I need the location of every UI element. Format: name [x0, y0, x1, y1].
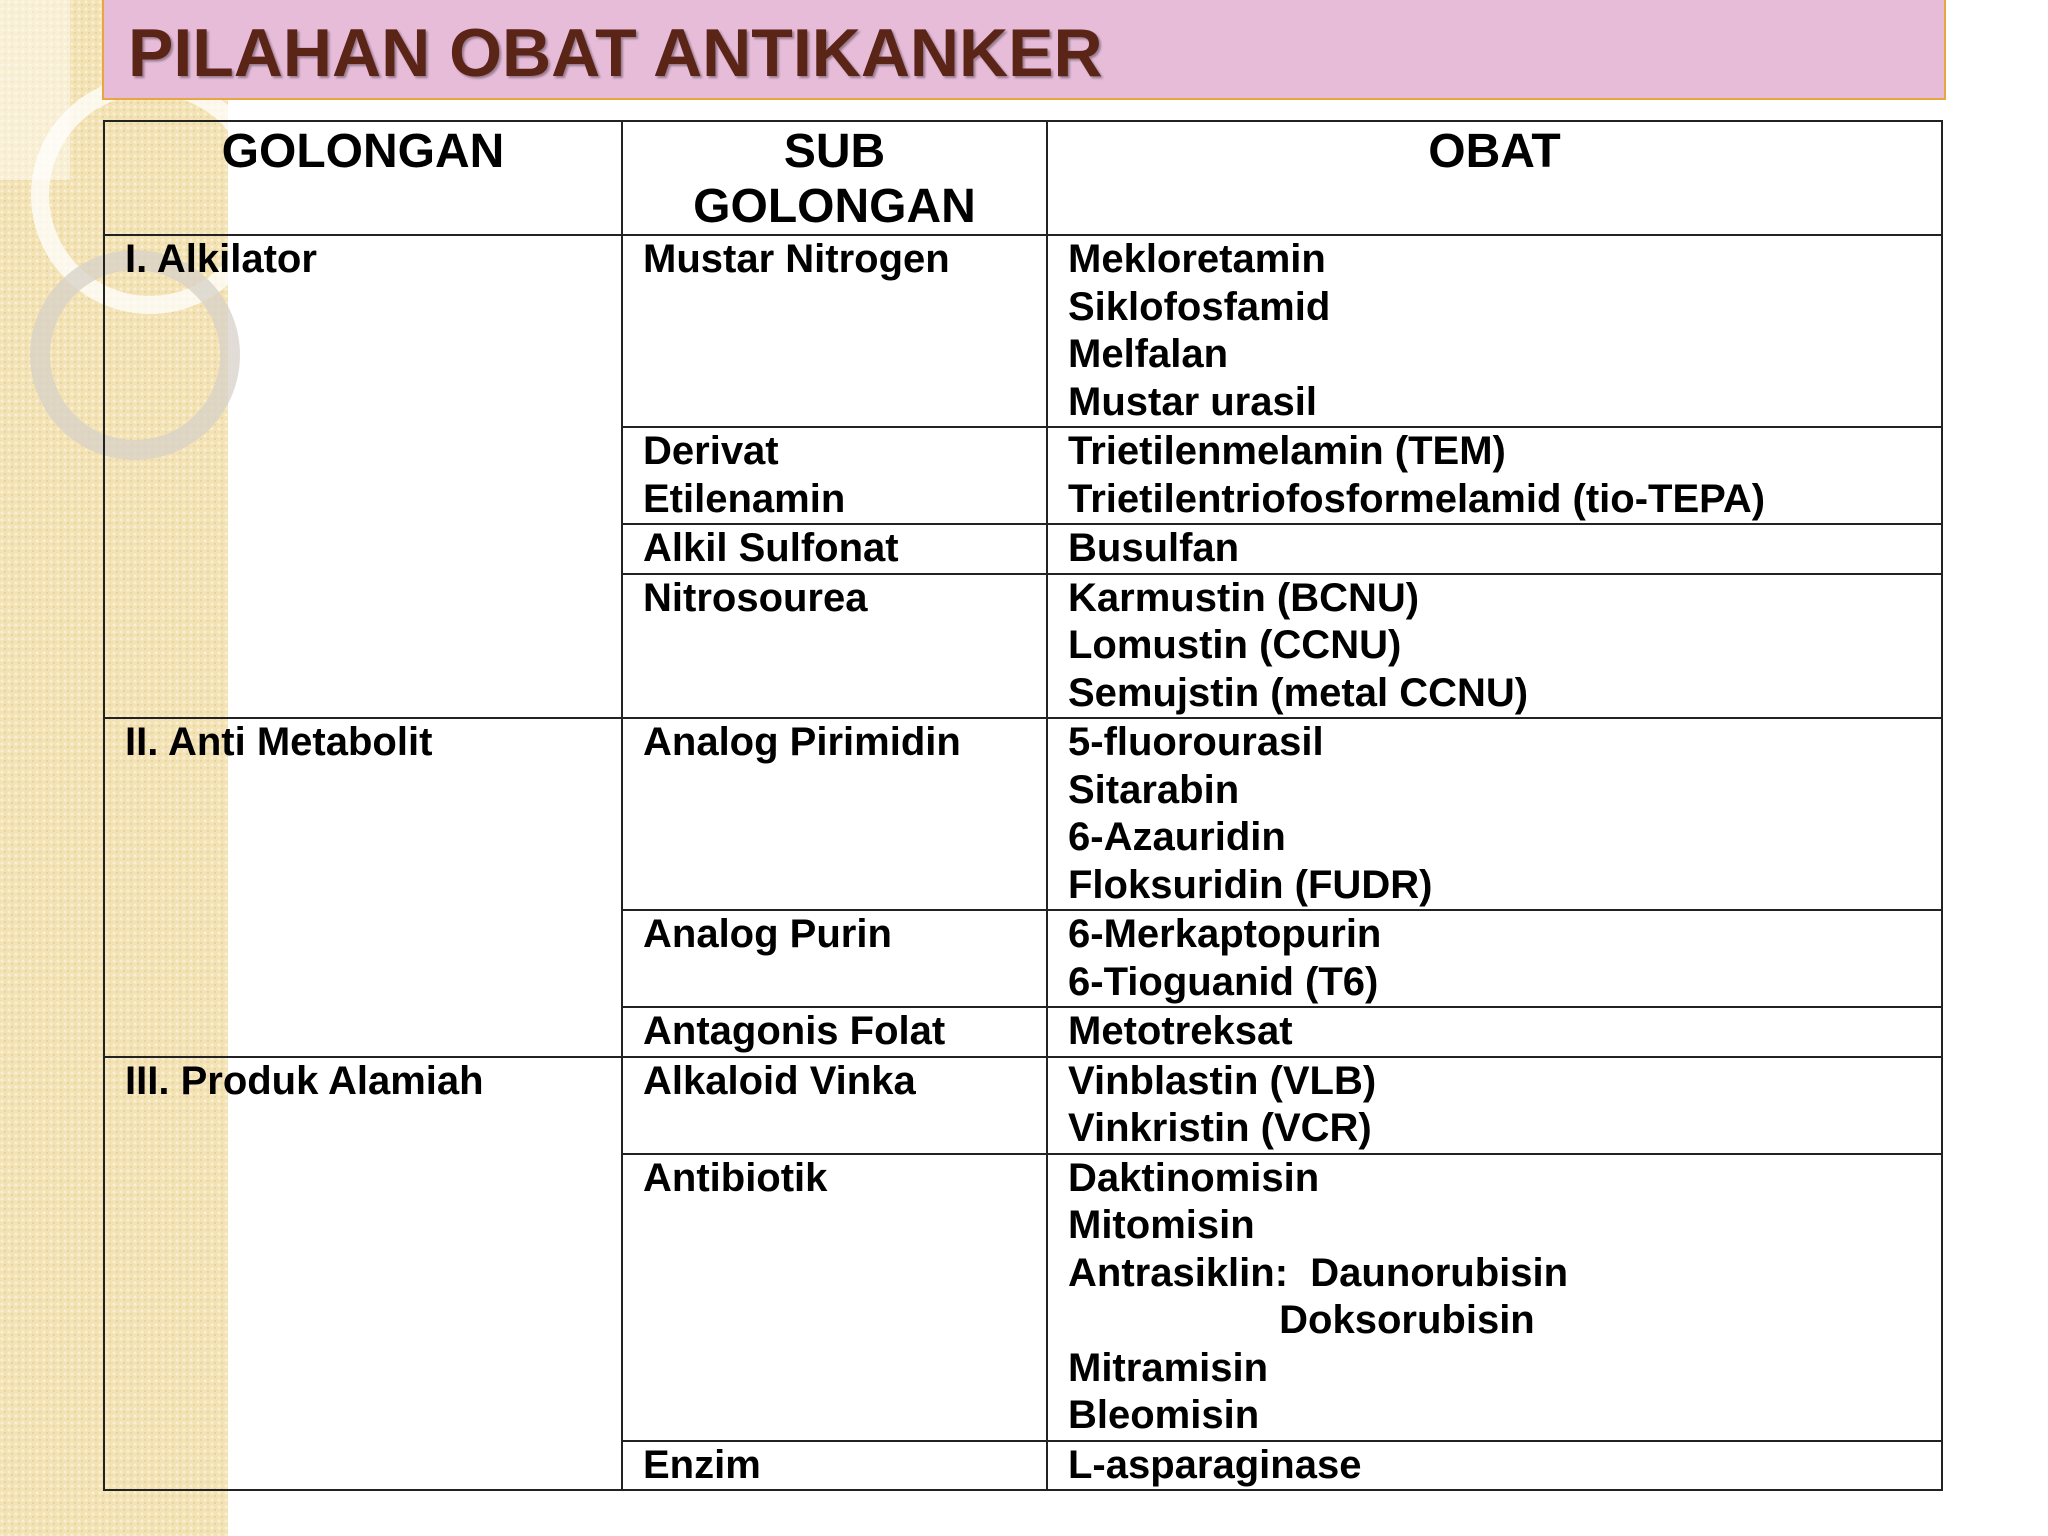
page-title: PILAHAN OBAT ANTIKANKER — [128, 15, 1103, 91]
table-row — [104, 718, 1942, 910]
obat-cell — [1047, 910, 1942, 1007]
header-sub-golongan — [622, 121, 1047, 235]
obat-item: Daktinomisin — [1068, 1155, 1320, 1200]
obat-item: Vinkristin (VCR) — [1068, 1106, 1372, 1150]
header-sub-line-1: SUB — [783, 125, 886, 178]
obat-cell — [1047, 1154, 1942, 1441]
sub-golongan-label: Mustar Nitrogen — [643, 237, 950, 281]
sub-golongan-cell — [622, 235, 1047, 427]
obat-item: Trietilentriofosformelamid (tio-TEPA) — [1068, 476, 1766, 521]
golongan-label: III. Produk Alamiah — [125, 1058, 484, 1103]
obat-item: 6-Tioguanid (T6) — [1068, 959, 1379, 1004]
sub-golongan-label: Antibiotik — [643, 1155, 828, 1200]
golongan-cell — [104, 718, 622, 1057]
sub-golongan-label: Enzim — [643, 1442, 761, 1487]
title-bar — [102, 0, 1946, 100]
obat-item: Melfalan — [1068, 332, 1229, 376]
obat-item: Doksorubisin — [1068, 1298, 1535, 1342]
sub-golongan-label: Antagonis Folat — [643, 1009, 946, 1053]
obat-item: Lomustin (CCNU) — [1068, 623, 1402, 667]
header-sub-line-2: GOLONGAN — [693, 180, 976, 233]
sub-golongan-cell — [622, 524, 1047, 574]
obat-item: Mitomisin — [1068, 1203, 1255, 1247]
sub-golongan-cell — [622, 1154, 1047, 1441]
sub-golongan-cell — [622, 1441, 1047, 1491]
obat-item: Floksuridin (FUDR) — [1068, 862, 1433, 907]
obat-item: 6-Azauridin — [1068, 815, 1286, 859]
header-golongan — [104, 121, 622, 235]
obat-item: Mustar urasil — [1068, 379, 1317, 424]
obat-cell — [1047, 524, 1942, 574]
obat-cell — [1047, 1007, 1942, 1057]
golongan-label: I. Alkilator — [125, 237, 317, 281]
obat-cell — [1047, 574, 1942, 719]
header-obat — [1047, 121, 1942, 235]
obat-item: Karmustin (BCNU) — [1068, 575, 1420, 620]
golongan-label: II. Anti Metabolit — [125, 720, 433, 764]
obat-item: Mekloretamin — [1068, 237, 1326, 281]
header-obat-text: OBAT — [1428, 125, 1561, 178]
obat-cell — [1047, 1057, 1942, 1154]
obat-cell — [1047, 235, 1942, 427]
sub-golongan-label: Analog Pirimidin — [643, 720, 961, 764]
obat-item: L-asparaginase — [1068, 1442, 1362, 1487]
sub-golongan-cell — [622, 1057, 1047, 1154]
sub-golongan-cell — [622, 1007, 1047, 1057]
obat-item: Mitramisin — [1068, 1345, 1269, 1390]
golongan-cell — [104, 235, 622, 718]
sub-golongan-cell — [622, 718, 1047, 910]
table-row — [104, 1057, 1942, 1154]
obat-item: Vinblastin (VLB) — [1068, 1058, 1377, 1103]
table-header-row — [104, 121, 1942, 235]
sub-golongan-cell — [622, 574, 1047, 719]
sub-golongan-label: Etilenamin — [643, 476, 846, 521]
table-body — [104, 235, 1942, 1490]
obat-item: Siklofosfamid — [1068, 284, 1331, 329]
sub-golongan-label: Derivat — [643, 429, 779, 473]
table-row — [104, 235, 1942, 427]
obat-item: Trietilenmelamin (TEM) — [1068, 429, 1506, 473]
obat-cell — [1047, 427, 1942, 524]
sub-golongan-label: Nitrosourea — [643, 575, 868, 620]
obat-cell — [1047, 718, 1942, 910]
sub-golongan-cell — [622, 910, 1047, 1007]
obat-item: Antrasiklin: Daunorubisin — [1068, 1250, 1569, 1295]
sub-golongan-label: Alkil Sulfonat — [643, 526, 899, 570]
golongan-cell — [104, 1057, 622, 1491]
obat-item: 5-fluorourasil — [1068, 720, 1324, 764]
sub-golongan-label: Analog Purin — [643, 912, 892, 956]
obat-item: Metotreksat — [1068, 1009, 1293, 1053]
drug-table — [103, 120, 1943, 1491]
header-golongan-text: GOLONGAN — [221, 125, 505, 178]
obat-item: Bleomisin — [1068, 1393, 1260, 1437]
deco-square — [0, 0, 70, 180]
obat-item: Semujstin (metal CCNU) — [1068, 670, 1529, 715]
sub-golongan-label: Alkaloid Vinka — [643, 1058, 916, 1103]
sub-golongan-cell — [622, 427, 1047, 524]
obat-item: Busulfan — [1068, 526, 1240, 570]
obat-item: 6-Merkaptopurin — [1068, 912, 1382, 956]
obat-item: Sitarabin — [1068, 767, 1240, 812]
obat-cell — [1047, 1441, 1942, 1491]
